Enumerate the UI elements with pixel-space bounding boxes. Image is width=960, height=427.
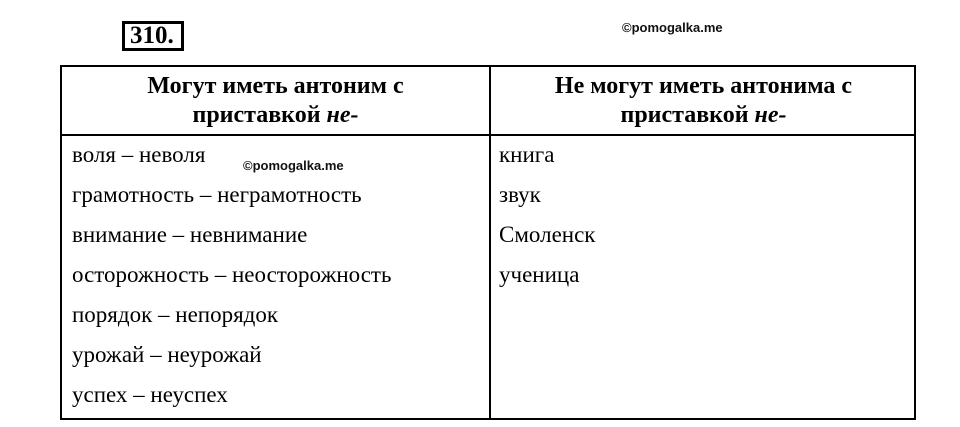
list-item: книга — [499, 142, 555, 167]
list-item: внимание – невнимание — [72, 222, 308, 247]
watermark-middle: ©pomogalka.me — [243, 158, 344, 173]
header-right-line2: приставкой — [620, 101, 755, 128]
exercise-number: 310. — [122, 21, 184, 51]
list-item: Смоленск — [499, 222, 596, 247]
list-item: осторожность – неосторожность — [72, 262, 392, 287]
list-item: ученица — [499, 262, 580, 287]
antonym-table — [60, 65, 916, 420]
header-right-prefix: не- — [754, 101, 787, 128]
watermark-top: ©pomogalka.me — [622, 20, 723, 35]
header-cannot-have-antonym — [491, 67, 916, 134]
list-item: воля – неволя — [72, 142, 206, 167]
header-divider — [62, 134, 914, 136]
list-item: звук — [499, 182, 541, 207]
header-left-prefix: не- — [326, 101, 359, 128]
list-item: порядок – непорядок — [72, 302, 279, 327]
right-word-list — [499, 139, 595, 299]
list-item: урожай – неурожай — [72, 342, 262, 367]
header-right-line1: Не могут иметь антонима с — [554, 72, 853, 99]
header-left-line1: Могут иметь антоним с — [147, 72, 404, 99]
list-item: успех – неуспех — [72, 382, 228, 407]
header-can-have-antonym — [62, 67, 489, 134]
list-item: грамотность – неграмотность — [72, 182, 362, 207]
header-left-line2: приставкой — [192, 101, 327, 128]
left-word-list — [72, 139, 391, 419]
